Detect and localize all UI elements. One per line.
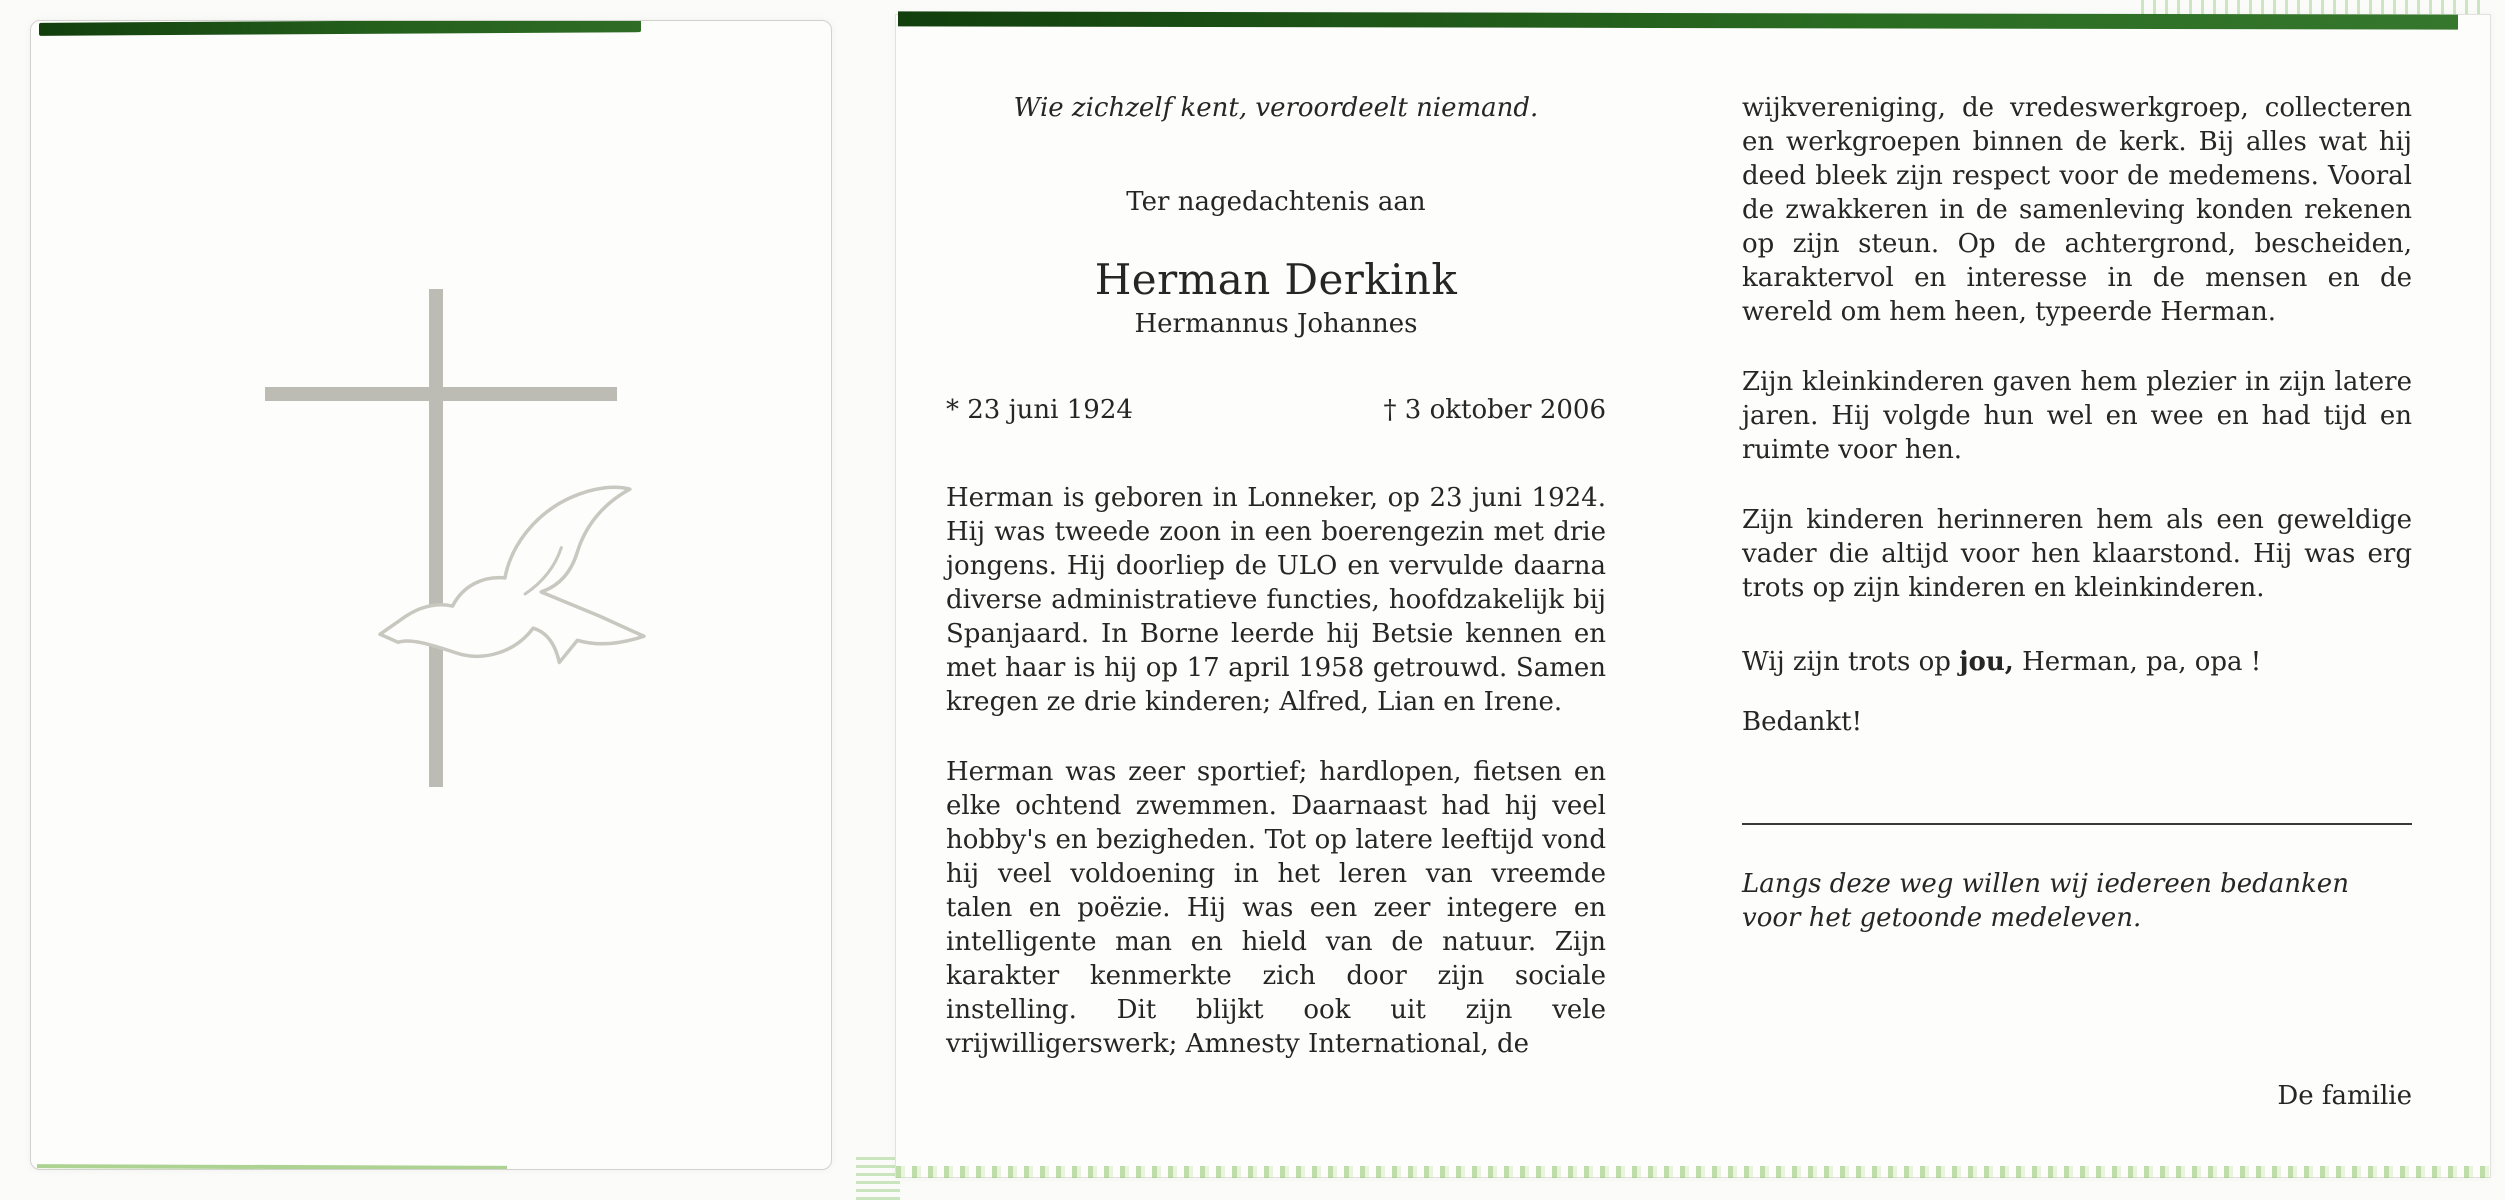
- memorial-cross-arm: [265, 387, 617, 401]
- deceased-baptismal-names: Hermannus Johannes: [1134, 309, 1418, 339]
- biography-paragraph-3: wijkvereniging, de vredeswerkgroep, collecteren en werkgroepen binnen de kerk. Bij alles wat hij deed bleek zijn respect voor de medemens. Vooral de zwakkeren in de samenleving konden rekenen op zijn steun. Op de achtergrond, bescheiden, karaktervol en interesse in de mensen en de wereld om hem heen, typeerde Herman.: [1742, 93, 2412, 327]
- death-date: † 3 oktober 2006: [1383, 395, 1606, 425]
- left-page: [30, 20, 832, 1170]
- dedication-line: Ter nagedachtenis aan: [1126, 187, 1426, 217]
- tribute-suffix: Herman, pa, opa !: [2013, 647, 2262, 677]
- birth-date: * 23 juni 1924: [946, 395, 1133, 425]
- divider-line: [1742, 823, 2412, 825]
- children-paragraph: Zijn kinderen herinneren hem als een geweldige vader die altijd voor hen klaarstond. Hij was erg trots op zijn kinderen en kleinkinderen.: [1742, 505, 2412, 603]
- dove-icon: [367, 459, 659, 741]
- right-page: [895, 14, 2491, 1178]
- epigraph: Wie zichzelf kent, veroordeelt niemand.: [1013, 93, 1539, 123]
- family-signature: De familie: [2277, 1081, 2412, 1111]
- grandchildren-paragraph: Zijn kleinkinderen gaven hem plezier in zijn latere jaren. Hij volgde hun wel en wee en had tijd en ruimte voor hen.: [1742, 367, 2412, 465]
- memorial-text-area: [896, 15, 2490, 1177]
- card-edge-green-strip: [39, 20, 641, 36]
- biography-paragraph-1: Herman is geboren in Lonneker, op 23 juni 1924. Hij was tweede zoon in een boerengezin met drie jongens. Hij doorliep de ULO en vervulde daarna diverse administratieve functies, hoofdzakelijk bij Spanjaard. In Borne leerde hij Betsie kennen en met haar is hij op 17 april 1958 getrouwd. Samen kregen ze drie kinderen; Alfred, Lian en Irene.: [946, 483, 1606, 717]
- scan-artifact-gutter-speckle: [856, 1152, 900, 1200]
- deceased-name: Herman Derkink: [1094, 255, 1458, 304]
- memorial-column-left: [946, 91, 1606, 1139]
- memorial-column-right: [1742, 91, 2412, 1139]
- biography-paragraph-2: Herman was zeer sportief; hardlopen, fietsen en elke ochtend zwemmen. Daarnaast had hij veel hobby's en bezigheden. Tot op latere leeftijd vond hij veel voldoening in het leren van vreemde talen en poëzie. Hij was een zeer integere en intelligente man en hield van de natuur. Zijn karakter kenmerkte zich door zijn sociale instelling. Dit blijkt ook uit zijn vele vrijwilligerswerk; Amnesty International, de: [946, 757, 1606, 1059]
- scan-artifact-bottom-speckle: [896, 1166, 2490, 1178]
- thanks-line: Bedankt!: [1742, 707, 1863, 737]
- tribute-line: [1742, 645, 2412, 679]
- card-edge-green-line: [37, 1164, 507, 1170]
- tribute-emphasis: jou,: [1959, 647, 2014, 677]
- closing-thanks: Langs deze weg willen wij iedereen bedanken voor het getoonde medeleven.: [1742, 869, 2349, 933]
- life-dates: [946, 393, 1606, 427]
- tribute-prefix: Wij zijn trots op: [1742, 647, 1960, 677]
